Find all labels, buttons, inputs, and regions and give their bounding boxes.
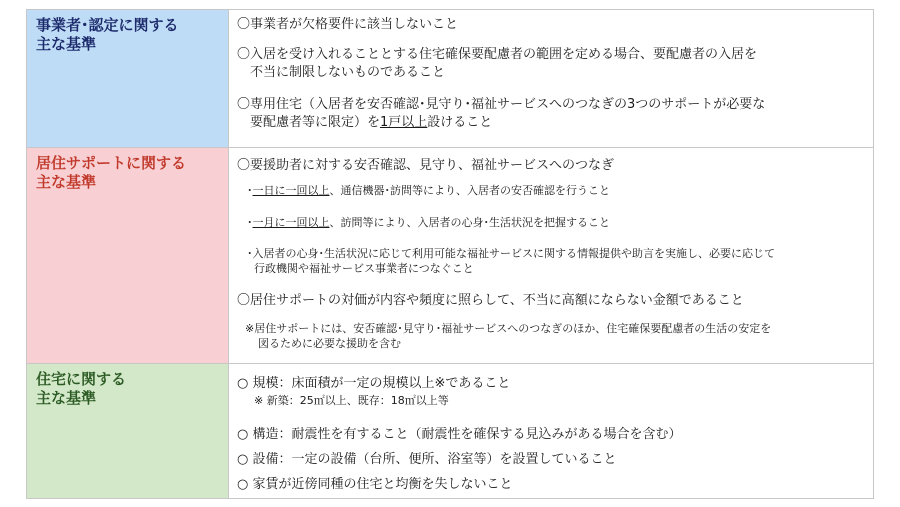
criterion-item: ○ 規模：床面積が一定の規模以上※であること <box>237 376 511 391</box>
criterion-item: ○ 構造：耐震性を有すること（耐震性を確保する見込みがある場合を含む） <box>237 427 682 442</box>
footnote: ※居住サポートには、安否確認･見守り･福祉サービスへのつなぎのほか、住宅確保要配慮者の生活の安定を <box>245 322 772 335</box>
section-header-line1: 事業者･認定に関する <box>36 16 179 34</box>
section-residence-support <box>27 147 873 363</box>
section-business-certification <box>27 10 873 147</box>
criterion-item: 〇要援助者に対する安否確認、見守り、福祉サービスへのつなぎ <box>237 158 615 173</box>
section-header <box>27 364 229 498</box>
criterion-item: 〇居住サポートの対価が内容や頻度に照らして、不当に高額にならない金額であること <box>237 293 744 308</box>
criterion-item: 〇専用住宅（入居者を安否確認･見守り･福祉サービスへのつなぎの3つのサポートが必要な <box>237 97 766 112</box>
section-header <box>27 148 229 363</box>
bullet-dot: ･ <box>247 184 253 197</box>
section-header-line2: 主な基準 <box>36 389 97 407</box>
text-segment: 、通信機器･訪問等により、入居者の安否確認を行うこと <box>329 184 610 197</box>
sub-criterion-item-continued: 行政機関や福祉サービス事業者につなぐこと <box>254 262 474 275</box>
underlined-emphasis: 1戸以上 <box>380 115 428 130</box>
sub-note: ※ 新築：25㎡以上、既存：18㎡以上等 <box>254 394 449 407</box>
text-segment: 要配慮者等に限定）を <box>250 115 381 130</box>
sub-criterion-item <box>247 182 610 198</box>
sub-criterion-item <box>247 214 610 230</box>
text-segment: 、訪問等により、入居者の心身･生活状況を把握すること <box>329 216 610 229</box>
section-body <box>230 10 873 147</box>
sub-criterion-item: ･入居者の心身･生活状況に応じて利用可能な福祉サービスに関する情報提供や助言を実施し、必要に応じて <box>247 247 775 260</box>
section-body <box>230 364 873 498</box>
criterion-item: 〇事業者が欠格要件に該当しないこと <box>237 17 459 32</box>
section-body <box>230 148 873 363</box>
criterion-item-continued <box>250 111 492 130</box>
criterion-item: ○ 家賃が近傍同種の住宅と均衡を失しないこと <box>237 477 513 492</box>
underlined-emphasis: 一日に一回以上 <box>252 184 330 197</box>
criterion-item-continued: 不当に制限しないものであること <box>250 65 446 80</box>
section-housing <box>27 363 873 498</box>
bullet-dot: ･ <box>247 216 253 229</box>
section-header-line1: 居住サポートに関する <box>36 154 187 172</box>
criteria-table <box>26 9 874 499</box>
text-segment: 設けること <box>427 115 493 130</box>
section-header-line2: 主な基準 <box>36 35 97 53</box>
footnote-continued: 図るために必要な援助を含む <box>258 337 401 350</box>
criterion-item: 〇入居を受け入れることとする住宅確保要配慮者の範囲を定める場合、要配慮者の入居を <box>237 47 758 62</box>
criterion-item: ○ 設備：一定の設備（台所、便所、浴室等）を設置していること <box>237 452 617 467</box>
section-header-line1: 住宅に関する <box>36 370 127 388</box>
underlined-emphasis: 一月に一回以上 <box>252 216 330 229</box>
section-header-line2: 主な基準 <box>36 173 97 191</box>
section-header <box>27 10 229 147</box>
